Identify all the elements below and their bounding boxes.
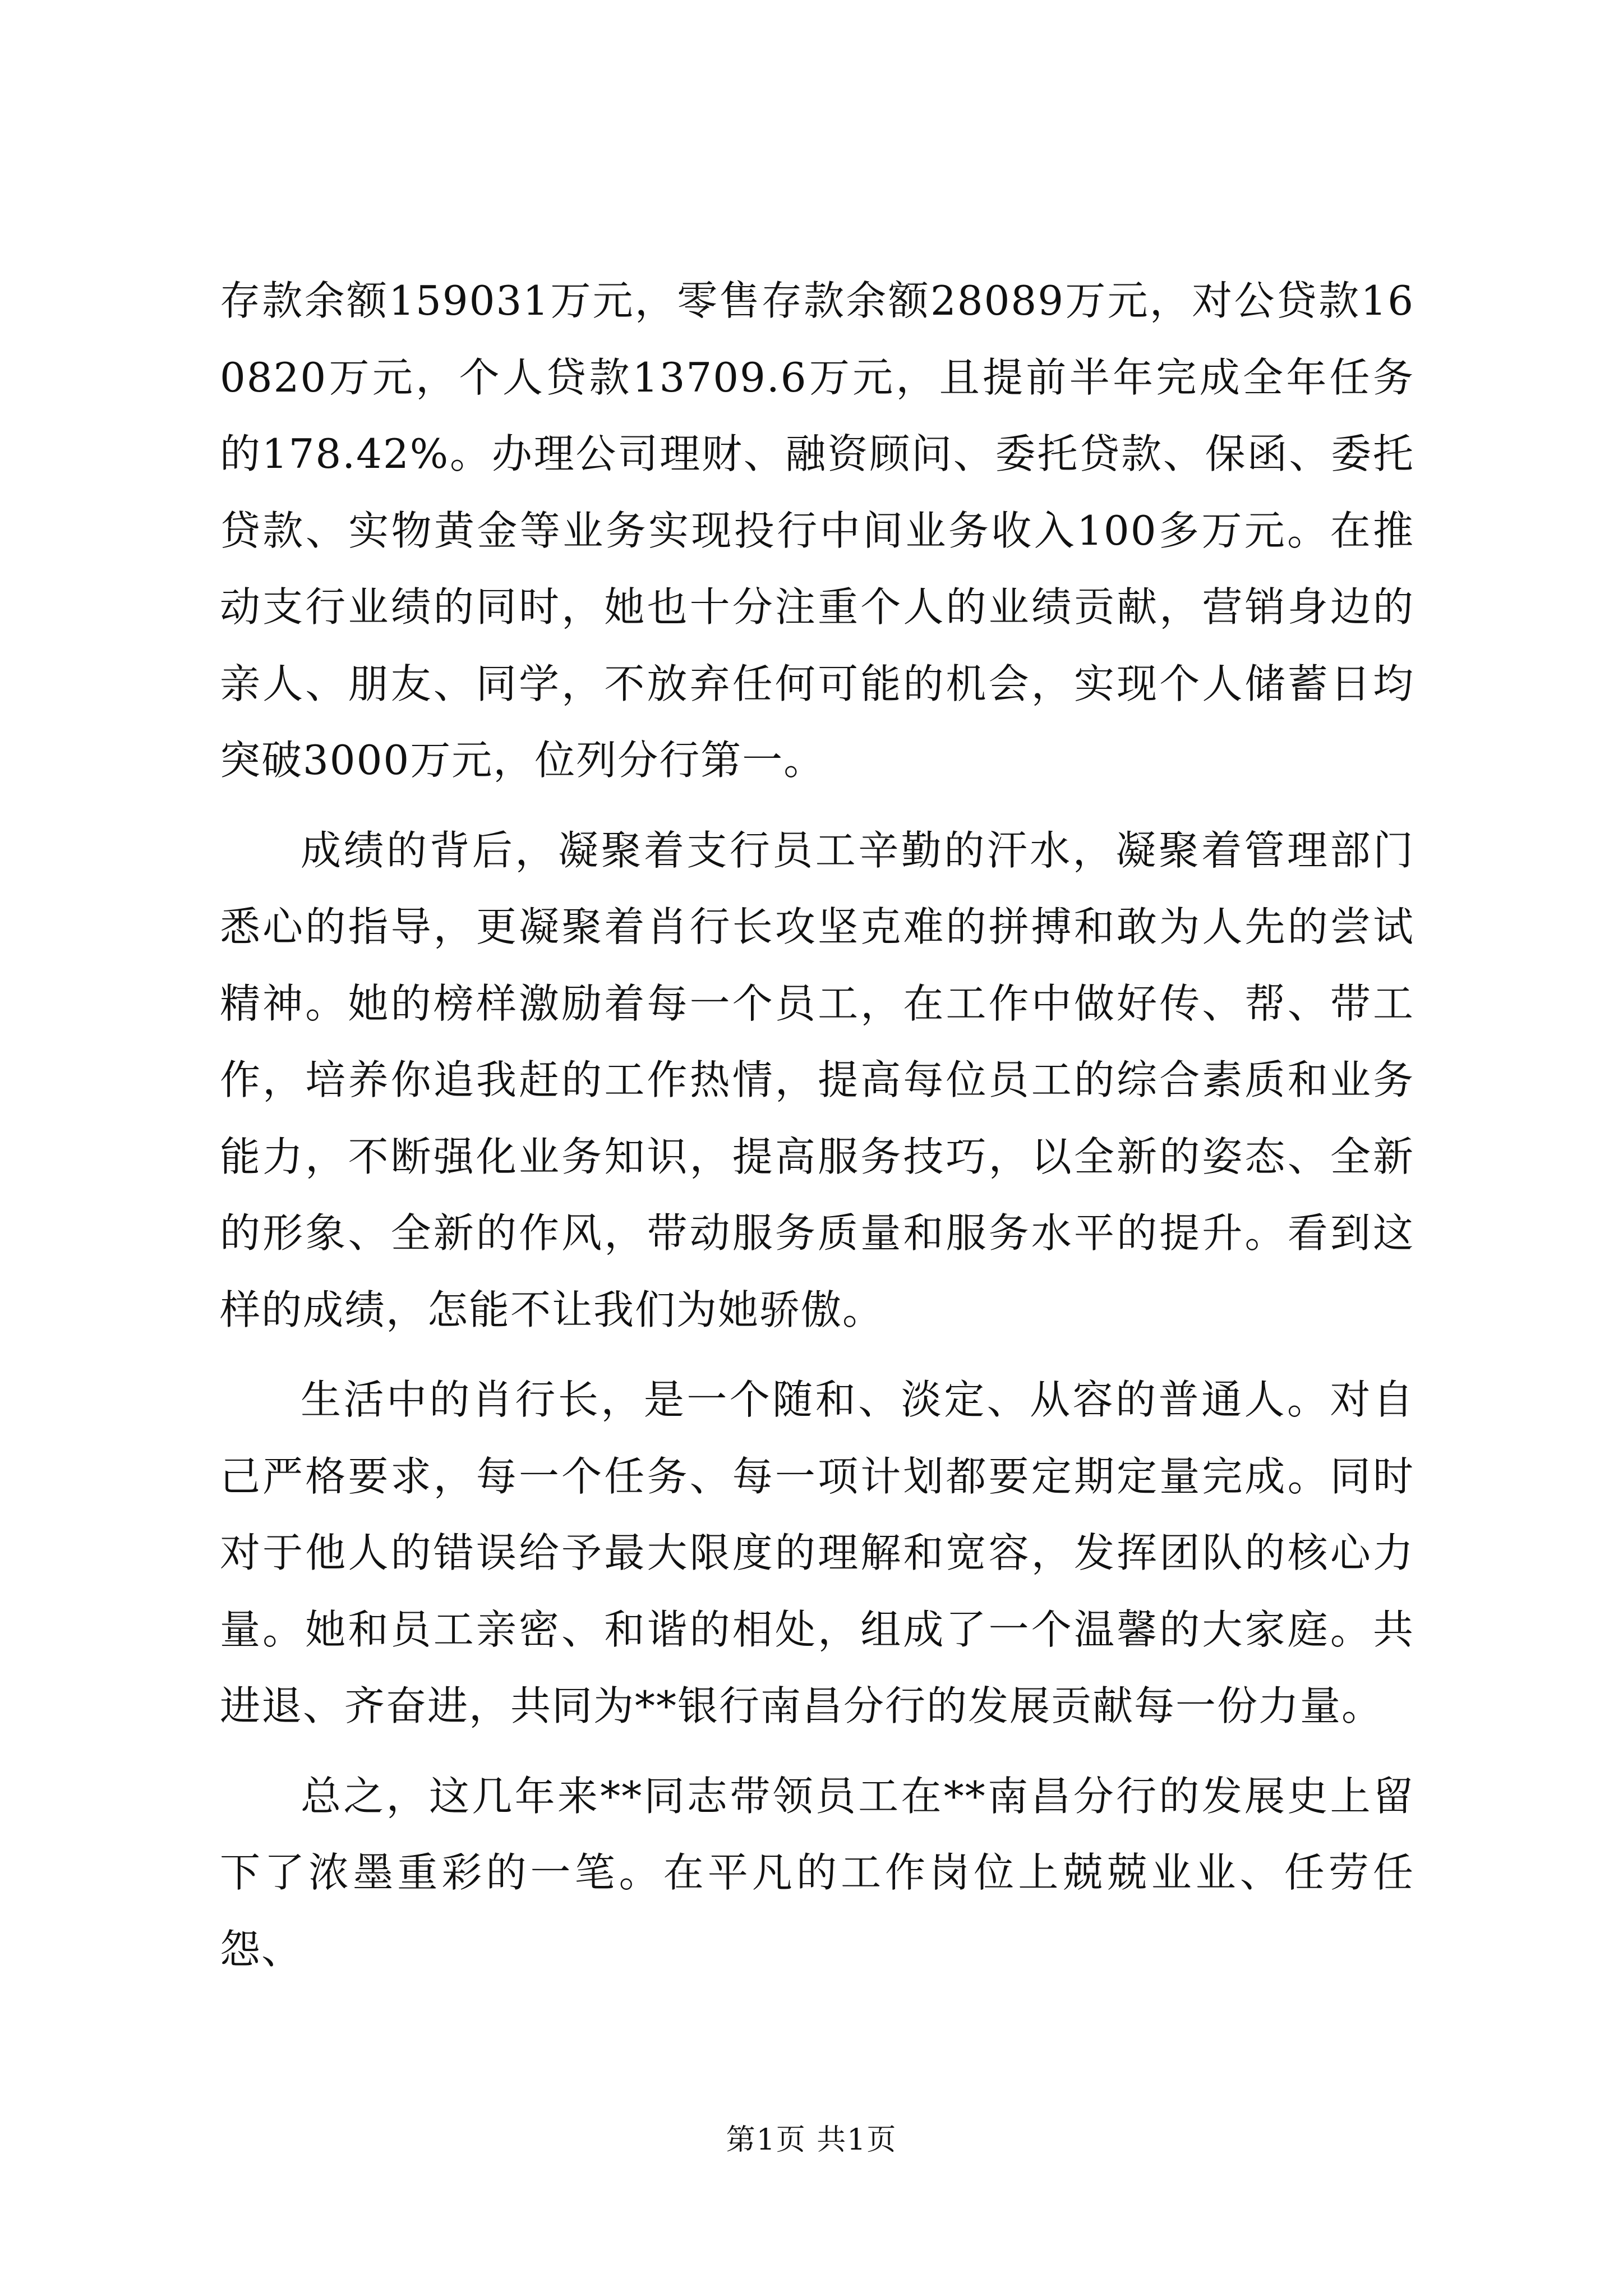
- page-number-footer: 第1页 共1页: [726, 2123, 897, 2157]
- paragraph: 成绩的背后，凝聚着支行员工辛勤的汗水，凝聚着管理部门悉心的指导，更凝聚着肖行长攻坚克难的拼搏和敢为人先的尝试精神。她的榜样激励着每一个员工，在工作中做好传、帮、带工作，培养你追我赶的工作热情，提高每位员工的综合素质和业务能力，不断强化业务知识，提高服务技巧，以全新的姿态、全新的形象、全新的作风，带动服务质量和服务水平的提升。看到这样的成绩，怎能不让我们为她骄傲。: [220, 826, 1414, 1333]
- paragraph-continued: 存款余额159031万元，零售存款余额28089万元，对公贷款160820万元，个人贷款13709.6万元，且提前半年完成全年任务的178.42%。办理公司理财、融资顾问、委托贷款、保函、委托贷款、实物黄金等业务实现投行中间业务收入100多万元。在推动支行业绩的同时，她也十分注重个人的业绩贡献，营销身边的亲人、朋友、同学，不放弃任何可能的机会，实现个人储蓄日均突破3000万元，位列分行第一。: [220, 277, 1414, 784]
- document-body: [220, 263, 1414, 1987]
- paragraph: 生活中的肖行长，是一个随和、淡定、从容的普通人。对自己严格要求，每一个任务、每一项计划都要定期定量完成。同时对于他人的错误给予最大限度的理解和宽容，发挥团队的核心力量。她和员工亲密、和谐的相处，组成了一个温馨的大家庭。共进退、齐奋进，共同为**银行南昌分行的发展贡献每一份力量。: [220, 1376, 1414, 1729]
- paragraph: 总之，这几年来**同志带领员工在**南昌分行的发展史上留下了浓墨重彩的一笔。在平凡的工作岗位上兢兢业业、任劳任怨、: [220, 1772, 1414, 1973]
